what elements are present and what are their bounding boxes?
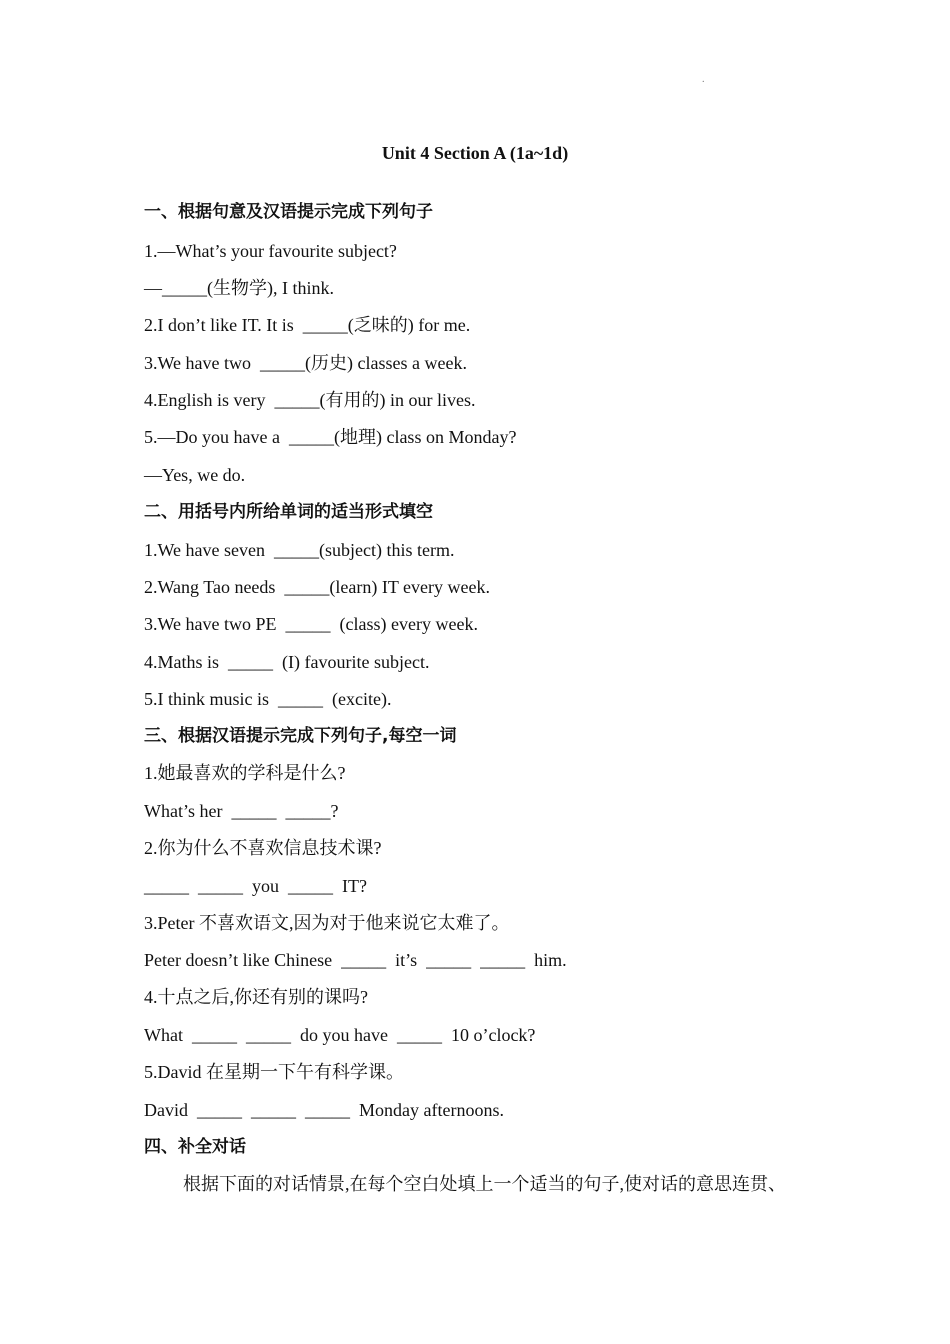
- section1-line: 5.—Do you have a _____(地理) class on Monday?: [144, 427, 517, 447]
- section2-line: 3.We have two PE _____ (class) every week.: [144, 614, 478, 634]
- section3-line: 5.David 在星期一下午有科学课。: [144, 1062, 404, 1082]
- section3-line: What’s her _____ _____?: [144, 801, 339, 821]
- section2-line: 1.We have seven _____(subject) this term.: [144, 540, 455, 560]
- section3-line: 1.她最喜欢的学科是什么?: [144, 763, 346, 783]
- section3-line: Peter doesn’t like Chinese _____ it’s _____ _____ him.: [144, 950, 567, 970]
- section3-heading: 三、根据汉语提示完成下列句子,每空一词: [144, 726, 457, 746]
- section1-heading: 一、根据句意及汉语提示完成下列句子: [144, 202, 433, 222]
- page-dot: .: [702, 74, 705, 85]
- section2-line: 4.Maths is _____ (I) favourite subject.: [144, 652, 430, 672]
- page-title: Unit 4 Section A (1a~1d): [381, 143, 569, 163]
- section1-line: 3.We have two _____(历史) classes a week.: [144, 353, 467, 373]
- section2-line: 5.I think music is _____ (excite).: [144, 689, 392, 709]
- section3-line: 3.Peter 不喜欢语文,因为对于他来说它太难了。: [144, 913, 510, 933]
- section4-instruction: 根据下面的对话情景,在每个空白处填上一个适当的句子,使对话的意思连贯、: [183, 1174, 786, 1194]
- section1-line: —_____(生物学), I think.: [144, 278, 334, 298]
- section1-line: 2.I don’t like IT. It is _____(乏味的) for me.: [144, 315, 471, 335]
- section1-line: 1.—What’s your favourite subject?: [144, 241, 397, 261]
- section3-line: _____ _____ you _____ IT?: [144, 876, 367, 896]
- section2-line: 2.Wang Tao needs _____(learn) IT every week.: [144, 577, 490, 597]
- section2-heading: 二、用括号内所给单词的适当形式填空: [144, 502, 433, 522]
- section3-line: David _____ _____ _____ Monday afternoons.: [144, 1100, 504, 1120]
- section3-line: 2.你为什么不喜欢信息技术课?: [144, 838, 382, 858]
- section3-line: 4.十点之后,你还有别的课吗?: [144, 987, 368, 1007]
- section1-line: 4.English is very _____(有用的) in our lives.: [144, 390, 476, 410]
- section1-line: —Yes, we do.: [144, 465, 246, 485]
- section4-heading: 四、补全对话: [144, 1137, 246, 1157]
- section3-line: What _____ _____ do you have _____ 10 o’clock?: [144, 1025, 536, 1045]
